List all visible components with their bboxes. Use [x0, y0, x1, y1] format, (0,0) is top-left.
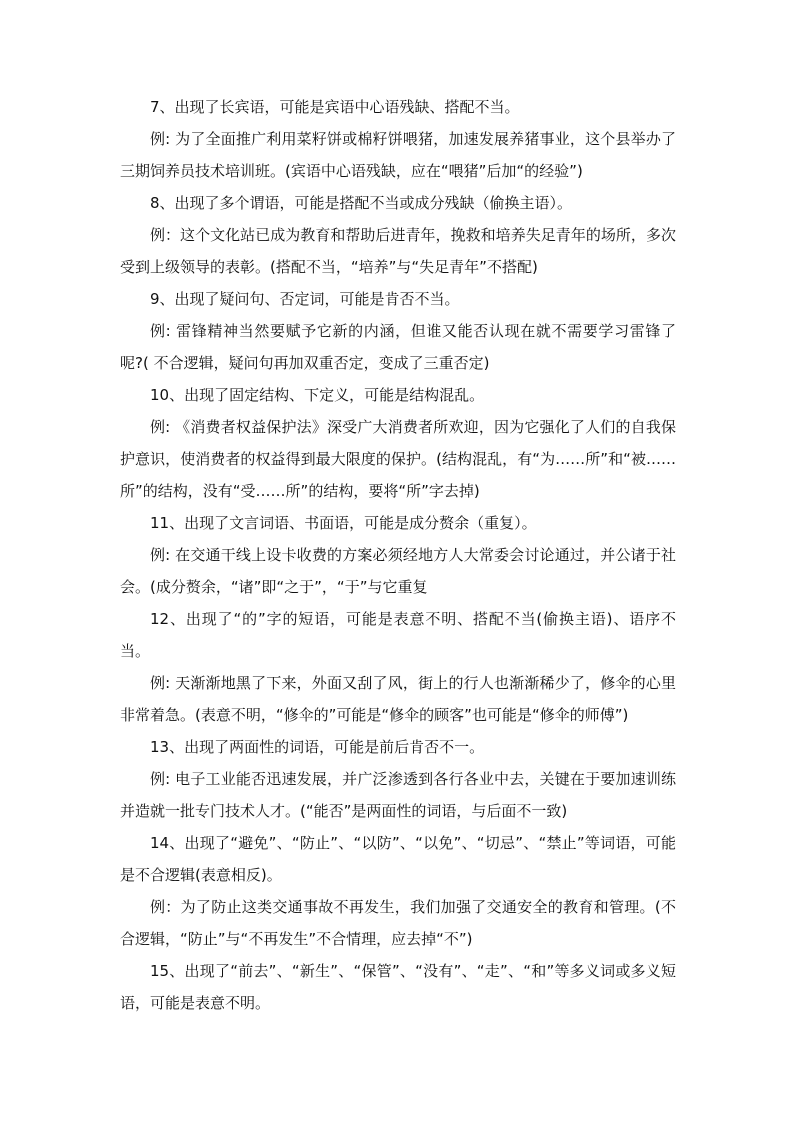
rule-paragraph-9: 9、出现了疑问句、否定词，可能是肯否不当。 [150, 290, 460, 308]
example-paragraph-8: 例：这个文化站已成为教育和帮助后进青年，挽救和培养失足青年的场所，多次受到上级领导的表彰。(搭配不当，“培养”与“失足青年”不搭配) [120, 226, 676, 276]
rule-paragraph-8: 8、出现了多个谓语，可能是搭配不当或成分残缺（偷换主语）。 [150, 194, 573, 212]
rule-paragraph-7: 7、出现了长宾语，可能是宾语中心语残缺、搭配不当。 [150, 98, 520, 116]
rule-paragraph-11: 11、出现了文言词语、书面语，可能是成分赘余（重复）。 [150, 514, 537, 532]
rule-paragraph-10: 10、出现了固定结构、下定义，可能是结构混乱。 [150, 386, 485, 404]
document-body [120, 91, 676, 1019]
example-paragraph-14: 例：为了防止这类交通事故不再发生，我们加强了交通安全的教育和管理。(不合逻辑，“防止”与“不再发生”不合情理，应去掉“不”) [120, 898, 676, 948]
example-paragraph-9: 例: 雷锋精神当然要赋予它新的内涵，但谁又能否认现在就不需要学习雷锋了呢?( 不合逻辑，疑问句再加双重否定，变成了三重否定) [120, 322, 676, 372]
rule-paragraph-15: 15、出现了“前去”、“新生”、“保管”、“没有”、“走”、“和”等多义词或多义短语，可能是表意不明。 [120, 962, 676, 1012]
rule-paragraph-14: 14、出现了“避免”、“防止”、“以防”、“以免”、“切忌”、“禁止”等词语，可能是不合逻辑(表意相反)。 [120, 834, 676, 884]
example-paragraph-11: 例: 在交通干线上设卡收费的方案必须经地方人大常委会讨论通过，并公诸于社会。(成分赘余，“诸”即“之于”，“于”与它重复 [120, 546, 676, 596]
example-paragraph-10: 例: 《消费者权益保护法》深受广大消费者所欢迎，因为它强化了人们的自我保护意识，使消费者的权益得到最大限度的保护。(结构混乱，有“为……所”和“被……所”的结构，没有“受……所”的结构，要将“所”字去掉) [120, 418, 676, 500]
example-paragraph-12: 例: 天渐渐地黑了下来，外面又刮了风，街上的行人也渐渐稀少了，修伞的心里非常着急。(表意不明，“修伞的”可能是“修伞的顾客”也可能是“修伞的师傅”) [120, 674, 676, 724]
example-paragraph-13: 例: 电子工业能否迅速发展，并广泛渗透到各行各业中去，关键在于要加速训练并造就一批专门技术人才。(“能否”是两面性的词语，与后面不一致) [120, 770, 676, 820]
rule-paragraph-13: 13、出现了两面性的词语，可能是前后肯否不一。 [150, 738, 485, 756]
rule-paragraph-12: 12、出现了“的”字的短语，可能是表意不明、搭配不当(偷换主语)、语序不当。 [120, 610, 676, 660]
example-paragraph-7: 例: 为了全面推广利用菜籽饼或棉籽饼喂猪，加速发展养猪事业，这个县举办了三期饲养员技术培训班。(宾语中心语残缺，应在“喂猪”后加“的经验”) [120, 130, 676, 180]
